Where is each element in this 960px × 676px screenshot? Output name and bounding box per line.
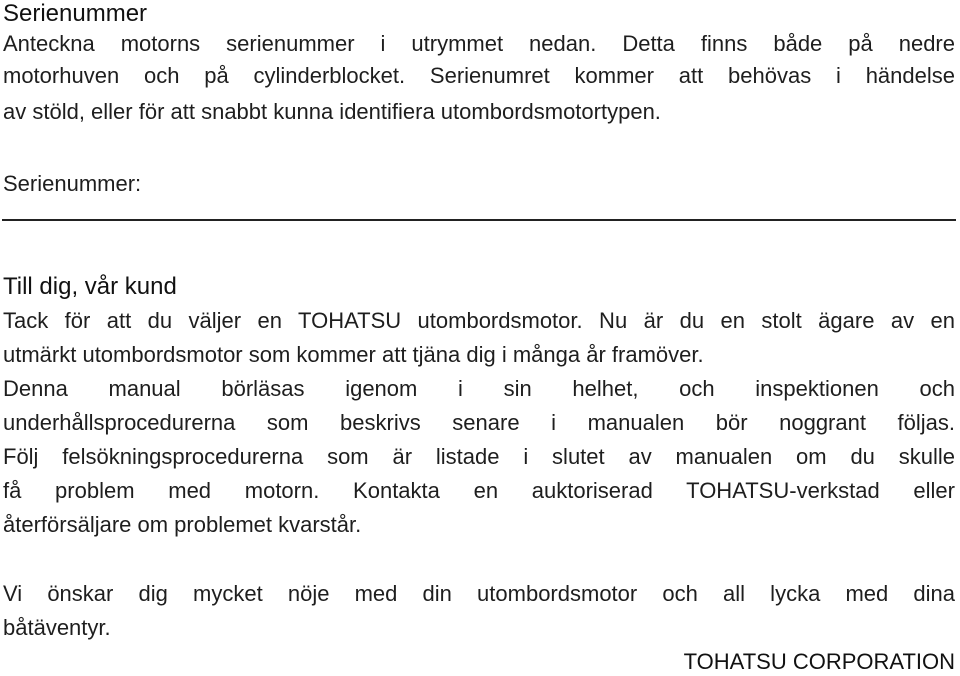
serial-number-field-label: Serienummer:	[3, 171, 142, 196]
company-signature: TOHATSU CORPORATION	[683, 649, 955, 674]
customer-paragraph-line-6: få problem med motorn. Kontakta en auktoriserad TOHATSU-verkstad eller	[3, 478, 955, 503]
serial-number-heading: Serienummer	[3, 0, 148, 27]
customer-paragraph-line-2: utmärkt utombordsmotor som kommer att tjäna dig i många år framöver.	[3, 342, 704, 367]
serial-number-write-line	[2, 219, 956, 221]
serial-paragraph-line-2: motorhuven och på cylinderblocket. Serienumret kommer att behövas i händelse	[3, 63, 955, 88]
closing-line-2: båtäventyr.	[3, 615, 111, 640]
customer-paragraph-line-1: Tack för att du väljer en TOHATSU utombordsmotor. Nu är du en stolt ägare av en	[3, 308, 955, 333]
serial-paragraph-line-1: Anteckna motorns serienummer i utrymmet nedan. Detta finns både på nedre	[3, 31, 955, 56]
customer-paragraph-line-4: underhållsprocedurerna som beskrivs senare i manualen bör noggrant följas.	[3, 410, 955, 435]
closing-line-1: Vi önskar dig mycket nöje med din utombordsmotor och all lycka med dina	[3, 581, 955, 606]
customer-paragraph-line-3: Denna manual börläsas igenom i sin helhet, och inspektionen och	[3, 376, 955, 401]
serial-paragraph-line-3: av stöld, eller för att snabbt kunna identifiera utombordsmotortypen.	[3, 99, 661, 124]
customer-heading: Till dig, vår kund	[3, 273, 177, 300]
customer-paragraph-line-5: Följ felsökningsprocedurerna som är listade i slutet av manualen om du skulle	[3, 444, 955, 469]
customer-paragraph-line-7: återförsäljare om problemet kvarstår.	[3, 512, 362, 537]
